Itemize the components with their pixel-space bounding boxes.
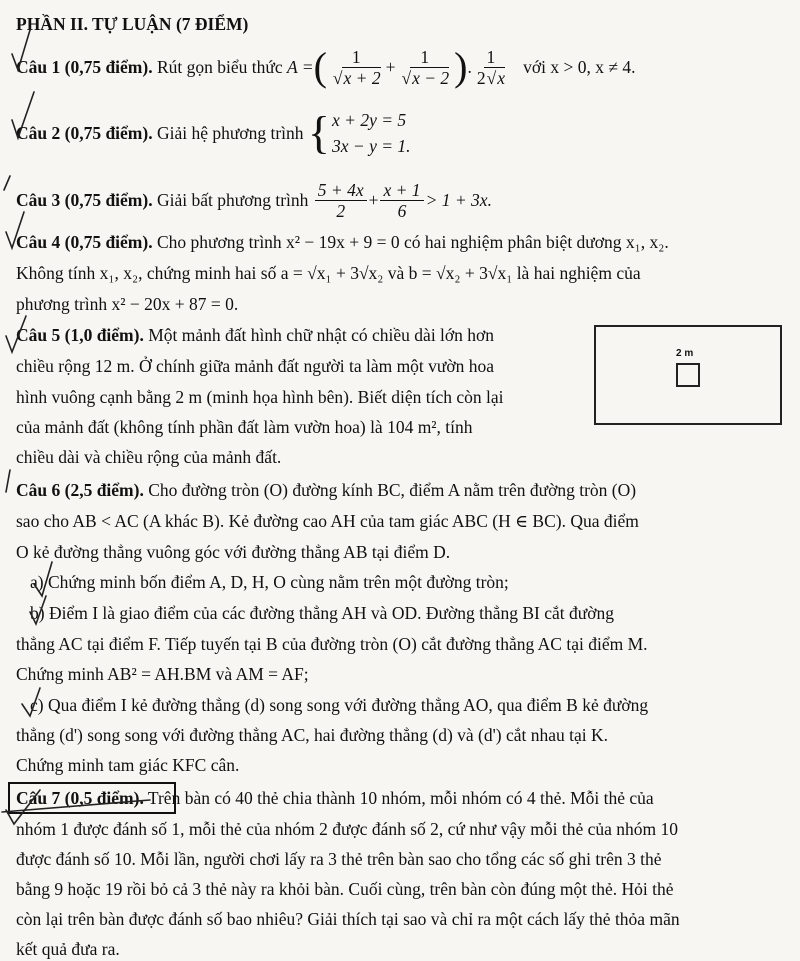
check-mark-q7 — [6, 790, 40, 824]
question-7-line-3: được đánh số 10. Mỗi lần, người chơi lấy ra 3 thẻ trên bàn sao cho tổng các số ghi trên 3 thẻ — [16, 849, 662, 869]
q3-label: Câu 3 (0,75 điểm). — [16, 190, 153, 210]
question-6-part-c-line-2: thẳng (d') song song với đường thẳng AC, hai đường thẳng (d) và (d') cắt nhau tại K. — [16, 725, 609, 745]
q1-text: Rút gọn biểu thức — [156, 57, 283, 77]
check-mark-q6a — [34, 562, 52, 596]
q2-system: x + 2y = 5 3x − y = 1. — [332, 110, 411, 156]
question-5-line-5: chiều dài và chiều rộng của mảnh đất. — [16, 447, 282, 467]
q5-label: Câu 5 (1,0 điểm). — [16, 325, 144, 345]
question-6-line-1: Câu 6 (2,5 điểm). Cho đường tròn (O) đường kính BC, điểm A nằm trên đường tròn (O) — [16, 480, 637, 500]
q7-underline-stroke — [2, 800, 150, 812]
question-6-line-2: sao cho AB < AC (A khác B). Kẻ đường cao AH của tam giác ABC (H ∈ BC). Qua điểm — [16, 511, 639, 531]
question-1: Câu 1 (0,75 điểm). Rút gọn biểu thức A = ( 1 √ x + 2 + 1 √ x − 2 ) . $\frac{1}{2√ x}$ với x > 0, x ≠ 4. — [16, 44, 635, 90]
check-mark-q1 — [12, 30, 30, 70]
check-mark-q6c — [22, 688, 40, 716]
q1-close-paren: ) — [454, 44, 468, 89]
question-6-part-c-line-1: c) Qua điểm I kẻ đường thẳng (d) song song với đường thẳng AO, qua điểm B kẻ đường — [30, 695, 649, 715]
q1-open-paren: ( — [313, 44, 327, 89]
question-4-line-3: phương trình x² − 20x + 87 = 0. — [16, 294, 239, 314]
question-7-line-4: bằng 9 hoặc 19 rồi bỏ cả 3 thẻ này ra khỏi bàn. Cuối cùng, trên bàn còn đúng một thẻ. Hỏi thẻ — [16, 879, 674, 899]
question-5-line-2: chiều rộng 12 m. Ở chính giữa mảnh đất người ta làm một vườn hoa — [16, 356, 495, 376]
question-5-line-1: Câu 5 (1,0 điểm). Một mảnh đất hình chữ nhật có chiều dài lớn hơn — [16, 325, 495, 345]
q3-rhs: > 1 + 3x. — [425, 190, 492, 210]
q3-text: Giải bất phương trình — [156, 190, 309, 210]
question-4-line-1: Câu 4 (0,75 điểm). Cho phương trình x² − 19x + 9 = 0 có hai nghiệm phân biệt dương x₁, x₂. — [16, 232, 669, 252]
check-mark-q3 — [4, 176, 10, 190]
section-title: PHẦN II. TỰ LUẬN (7 ĐIỂM) — [16, 14, 249, 34]
q4-label: Câu 4 (0,75 điểm). — [16, 232, 153, 252]
q1-label: Câu 1 (0,75 điểm). — [16, 57, 153, 77]
question-5-line-4: của mảnh đất (không tính phần đất làm vườn hoa) là 104 m², tính — [16, 417, 473, 437]
question-7-line-2: nhóm 1 được đánh số 1, mỗi thẻ của nhóm 2 được đánh số 2, cứ như vậy mỗi thẻ của nhóm 10 — [16, 819, 679, 839]
q1-fraction-1: 1 √ x + 2 — [329, 47, 384, 88]
question-7-line-6: kết quả đưa ra. — [16, 939, 120, 959]
q6-label: Câu 6 (2,5 điểm). — [16, 480, 144, 500]
question-6-part-c-line-3: Chứng minh tam giác KFC cân. — [16, 755, 240, 775]
question-6-part-b-line-1: b) Điểm I là giao điểm của các đường thẳng AH và OD. Đường thẳng BI cắt đường — [30, 603, 614, 623]
q2-label: Câu 2 (0,75 điểm). — [16, 123, 153, 143]
check-mark-q5 — [6, 316, 26, 352]
question-6-line-3: O kẻ đường thẳng vuông góc với đường thẳng AB tại điểm D. — [16, 542, 451, 562]
q7-label: Câu 7 (0,5 điểm). — [16, 788, 144, 808]
question-6-part-a: a) Chứng minh bốn điểm A, D, H, O cùng nằm trên một đường tròn; — [30, 572, 509, 592]
q1-condition: với x > 0, x ≠ 4. — [523, 57, 636, 77]
check-mark-q6b — [30, 596, 46, 624]
q1-lhs: A = — [287, 57, 314, 77]
q1-fraction-2: 1 √ x − 2 — [397, 47, 452, 88]
q3-fraction-1: $\frac{5 + 4x}{2}$ — [315, 180, 367, 221]
check-mark-q6 — [6, 470, 10, 492]
question-5-line-3: hình vuông cạnh bằng 2 m (minh họa hình bên). Biết diện tích còn lại — [16, 387, 504, 407]
question-3: Câu 3 (0,75 điểm). Giải bất phương trình $\frac{5 + 4x}{2}$ + $\frac{x + 1}{6}$ > 1 + 3x. — [16, 179, 492, 221]
q1-fraction-3: $\frac{1}{2√ x}$ — [474, 47, 508, 88]
question-4-line-2: Không tính x₁, x₂, chứng minh hai số a = √x₁ + 3√x₂ và b = √x₂ + 3√x₁ là hai nghiệm của — [16, 263, 641, 283]
q2-brace: { — [307, 107, 330, 158]
q3-fraction-2: $\frac{x + 1}{6}$ — [380, 180, 423, 221]
figure-label: 2 m — [676, 348, 694, 359]
question-7-line-5: còn lại trên bàn được đánh số bao nhiêu? Giải thích tại sao và chỉ ra một cách lấy thẻ thỏa mãn — [16, 909, 680, 929]
check-mark-q4 — [6, 212, 24, 248]
check-mark-q2 — [12, 92, 34, 138]
question-6-part-b-line-3: Chứng minh AB² = AH.BM và AM = AF; — [16, 664, 309, 684]
question-7-line-1: Câu 7 (0,5 điểm). Trên bàn có 40 thẻ chia thành 10 nhóm, mỗi nhóm có 4 thẻ. Mỗi thẻ của — [16, 788, 654, 808]
question-6-part-b-line-2: thẳng AC tại điểm F. Tiếp tuyến tại B của đường tròn (O) cắt đường thẳng AC tại điểm M. — [16, 634, 648, 654]
q2-text: Giải hệ phương trình — [156, 123, 304, 143]
